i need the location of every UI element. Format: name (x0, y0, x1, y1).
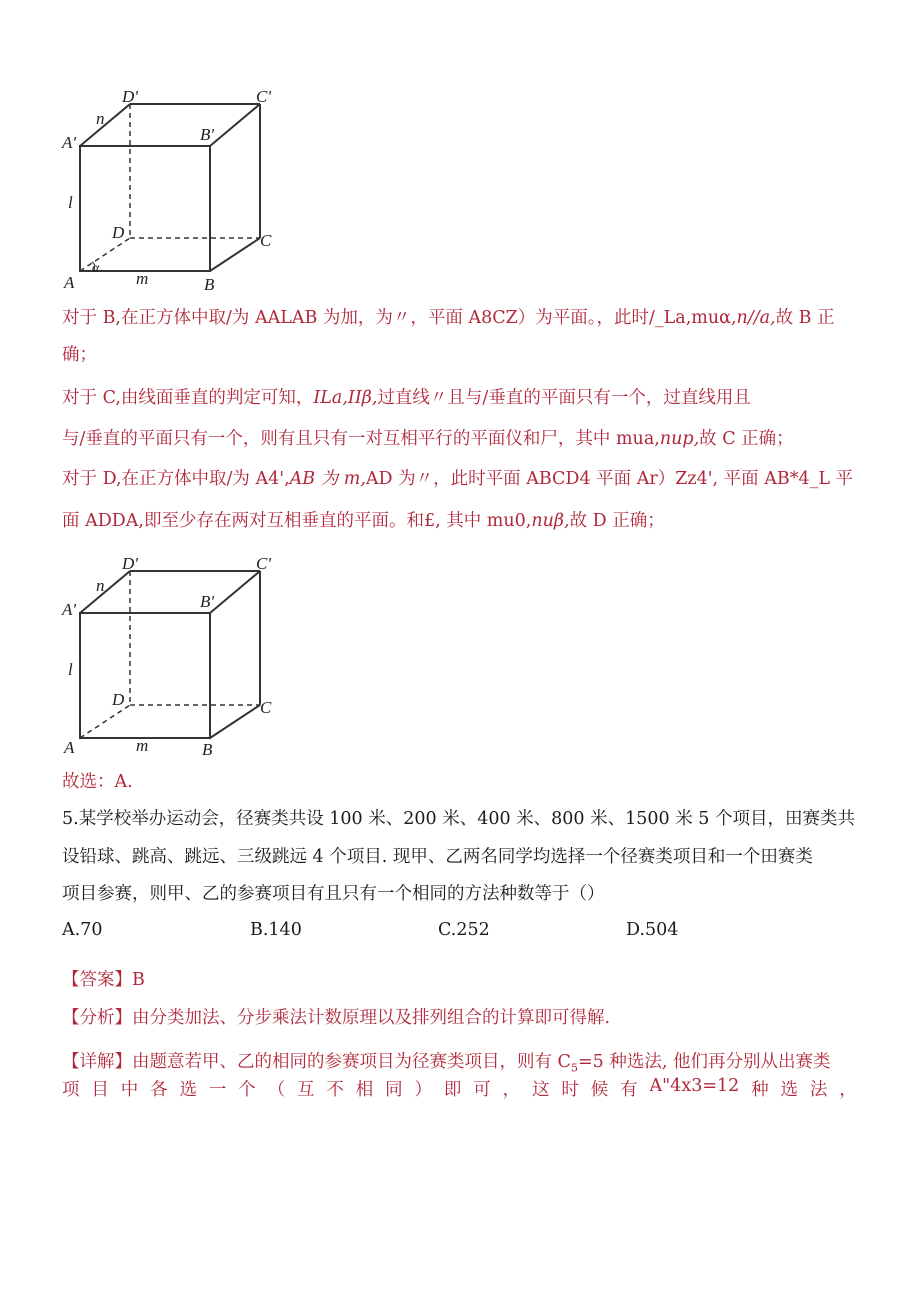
label-n: n (96, 109, 105, 128)
option-d-line-1: 对于 D,在正方体中取/为 A4',AB 为 m,AD 为〃，此时平面 ABCD4 平面 Ar）Zz4', 平面 AB*4_L 平 (62, 469, 854, 489)
option-b-line-1: 对于 B,在正方体中取/为 AALAB 为加，为〃，平面 A8CZ）为平面。，此时/_La,muα,n//a,故 B 正 (62, 308, 835, 328)
cube-figure-1 (60, 88, 280, 298)
label-c: C (260, 698, 272, 717)
option-b-line-2: 确； (62, 345, 97, 365)
answer-line (62, 968, 145, 992)
label-a-prime: A' (62, 133, 77, 152)
answer-value: B (132, 970, 145, 990)
option-a: A.70 (62, 920, 103, 940)
detail-line-2-token: 候 (590, 1080, 609, 1100)
detail-line-2-token: ， (839, 1080, 857, 1100)
label-l: l (68, 660, 73, 679)
label-m: m (136, 269, 149, 288)
detail-line-2-token: 时 (561, 1080, 579, 1100)
option-d: D.504 (626, 920, 679, 940)
detail-line-2-token: 选 (179, 1080, 197, 1100)
analysis-tag: 【分析】 (62, 1008, 132, 1028)
detail-tag: 【详解】 (62, 1052, 132, 1072)
detail-line-2-token: （ (267, 1080, 286, 1100)
detail-line-2-token: 相 (355, 1080, 374, 1100)
label-b-prime: B' (200, 125, 215, 144)
detail-line-2-token: 可 (473, 1080, 491, 1100)
answer-tag: 【答案】 (62, 970, 132, 990)
label-d-prime: D' (122, 555, 138, 573)
detail-line-2-token: 不 (326, 1080, 344, 1100)
label-d: D (112, 223, 125, 242)
question-5-line-3: 项目参赛，则甲、乙的参赛项目有且只有一个相同的方法种数等于（） (62, 884, 605, 904)
label-n: n (96, 576, 105, 595)
label-d: D (112, 690, 125, 709)
label-a: A (64, 738, 75, 757)
detail-line-2-token: 项 (62, 1080, 80, 1100)
detail-line-2-token: ） (414, 1080, 432, 1100)
label-d-prime: D' (122, 88, 138, 106)
detail-line-2-token: 互 (297, 1080, 315, 1100)
detail-line-2-token: 中 (120, 1080, 139, 1100)
detail-line-2 (62, 1076, 857, 1101)
option-b: B.140 (250, 920, 302, 940)
choice-line: 故选：A. (62, 772, 133, 792)
detail-line-2-token: 种 (751, 1080, 769, 1100)
option-c-line-1: 对于 C,由线面垂直的判定可知，ILa,IIβ,过直线〃且与/垂直的平面只有一个，过直线用且 (62, 388, 751, 408)
detail-line-2-token: 个 (238, 1080, 256, 1100)
detail-line-1: 【详解】由题意若甲、乙的相同的参赛项目为径赛类项目，则有 $C_5=5$ 种选法, 他们再分别从出赛类 (62, 1052, 831, 1075)
detail-line-2-token: 法 (809, 1080, 828, 1100)
detail-line-2-token: A"4x3=12 (649, 1076, 740, 1096)
label-b-prime: B' (200, 592, 215, 611)
detail-line-2-token: ， (502, 1080, 521, 1100)
detail-line-2-token: 一 (208, 1080, 227, 1100)
option-c: C.252 (438, 920, 490, 940)
label-c-prime: C' (256, 88, 271, 106)
option-c-line-2: 与/垂直的平面只有一个，则有且只有一对互相平行的平面仪和尸，其中 mua,nup,故 C 正确； (62, 429, 794, 449)
detail-line-2-token: 选 (780, 1080, 799, 1100)
front-face (80, 613, 210, 738)
front-face (80, 146, 210, 271)
label-b: B (204, 275, 215, 294)
label-c-prime: C' (256, 555, 271, 573)
question-5-line-2: 设铅球、跳高、跳远、三级跳远 4 个项目. 现甲、乙两名同学均选择一个径赛类项目和一个田赛类 (62, 847, 813, 867)
analysis-text: 由分类加法、分步乘法计数原理以及排列组合的计算即可得解. (132, 1008, 611, 1028)
cube-figure-2 (60, 555, 280, 765)
label-m: m (136, 736, 149, 755)
detail-line-2-token: 这 (532, 1080, 550, 1100)
label-a: A (64, 273, 75, 292)
label-c: C (260, 231, 272, 250)
detail-line-2-token: 有 (620, 1080, 638, 1100)
detail-line-2-token: 同 (385, 1080, 403, 1100)
detail-line-2-token: 目 (91, 1080, 109, 1100)
label-alpha: α (92, 261, 100, 276)
label-b: B (202, 740, 213, 759)
option-d-line-2: 面 ADDA,即至少存在两对互相垂直的平面。和£, 其中 mu0,nuβ,故 D 正确； (62, 511, 665, 531)
detail-line-2-token: 各 (150, 1080, 168, 1100)
label-l: l (68, 193, 73, 212)
label-a-prime: A' (62, 600, 77, 619)
question-5-line-1: 5.某学校举办运动会，径赛类共设 100 米、200 米、400 米、800 米、1500 米 5 个项目，田赛类共 (62, 809, 855, 829)
detail-line-2-token: 即 (443, 1080, 462, 1100)
analysis-line (62, 1006, 610, 1030)
